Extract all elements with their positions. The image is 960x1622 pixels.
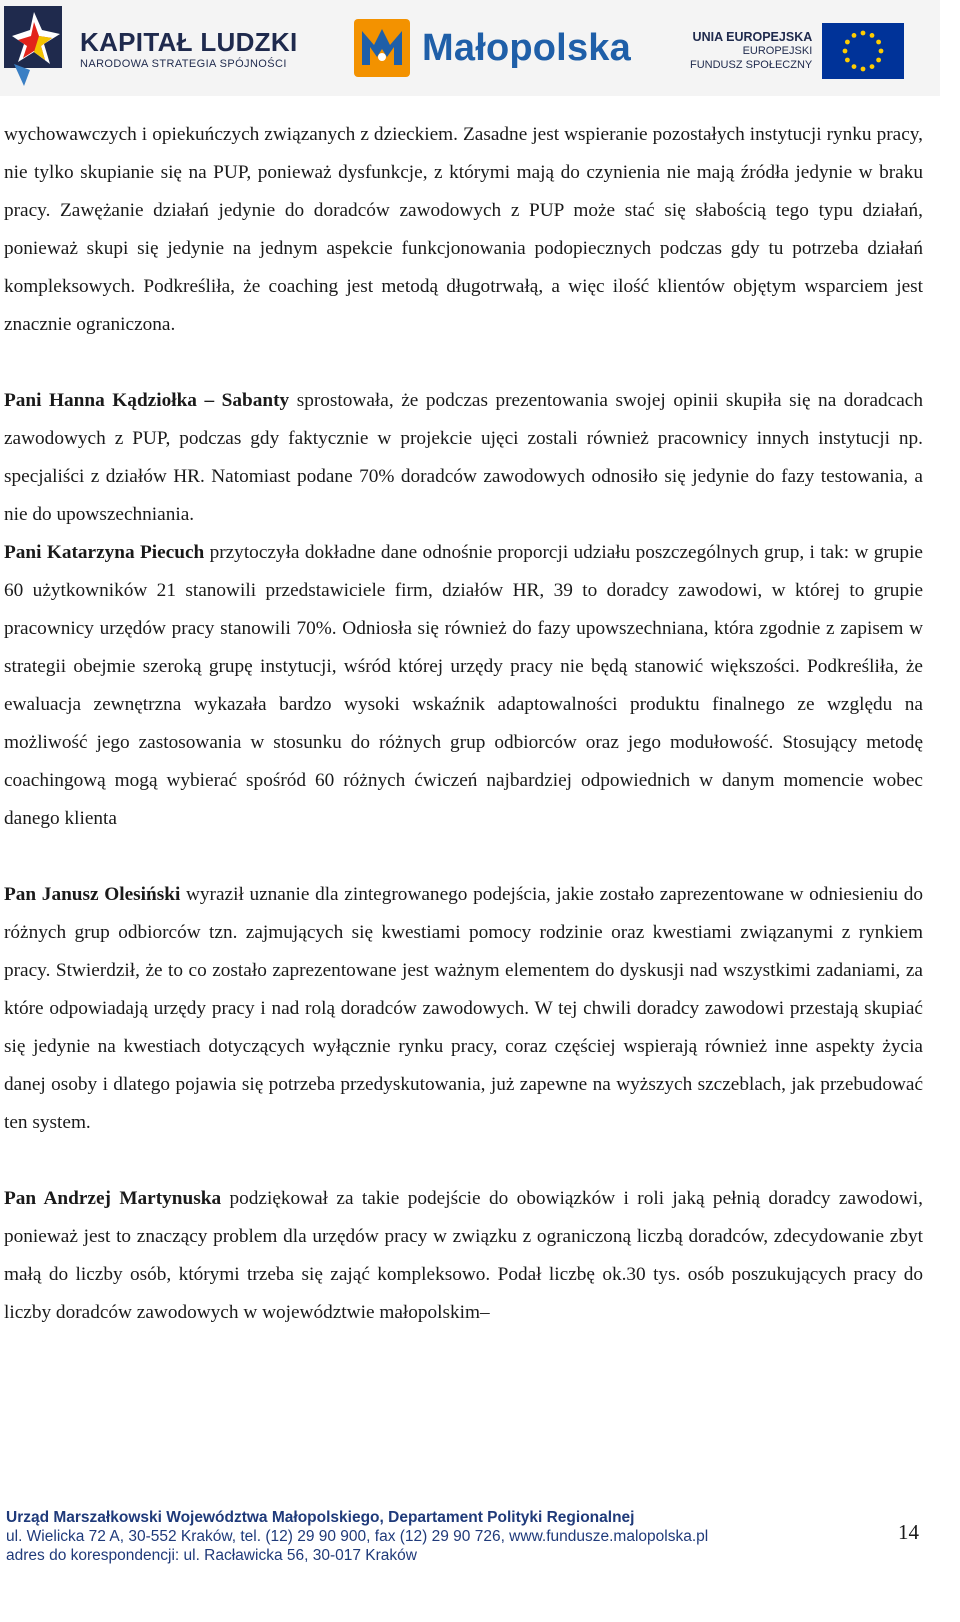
eu-line-1: UNIA EUROPEJSKA bbox=[692, 30, 813, 44]
speaker-name: Pan Janusz Olesiński bbox=[4, 884, 181, 905]
kapital-ludzki-title: KAPITAŁ LUDZKI bbox=[80, 27, 298, 57]
paragraph-text: wyraził uznanie dla zintegrowanego podejścia, jakie zostało zaprezentowane w odniesieniu do różnych grup odbiorców tzn. zajmujących się kwestiami pomocy rodzinie oraz kwestiami związanymi z rynkiem pracy. Stwierdził, że to co zostało zaprezentowane jest ważnym elementem do dyskusji nad wszystkimi zadaniami, za które odpowiadają urzędy pracy i nad rolą doradców zawodowych. W tej chwili doradcy zawodowi przestają skupiać się jedynie na kwestiach dotyczących wyłącznie rynku pracy, coraz częściej wspierają również inne aspekty życia danej osoby i dlatego pojawia się potrzeba przedyskutowania, już zapewne na wyższych szczeblach, jak przebudować ten system. bbox=[4, 884, 923, 1133]
footer-correspondence: adres do korespondencji: ul. Racławicka 56, 30-017 Kraków bbox=[6, 1547, 417, 1564]
paragraph-spacer bbox=[4, 838, 923, 876]
malopolska-title: Małopolska bbox=[422, 26, 631, 69]
footer-institution: Urząd Marszałkowski Województwa Małopolskiego, Departament Polityki Regionalnej bbox=[6, 1509, 635, 1526]
malopolska-emblem-icon bbox=[354, 19, 410, 77]
paragraph-3 bbox=[4, 534, 923, 838]
page-number: 14 bbox=[898, 1520, 919, 1544]
kapital-ludzki-logo bbox=[4, 6, 314, 92]
paragraph-text: przytoczyła dokładne dane odnośnie proporcji udziału poszczególnych grup, i tak: w grupie 60 użytkowników 21 stanowili przedstawiciele firm, działów HR, 39 to doradcy zawodowi, w której to grupie pracownicy urzędów pracy stanowili 70%. Odniosła się również do fazy upowszechniana, która zgodnie z zapisem w strategii obejmie szeroką grupę instytucji, wśród której urzędy pracy nie będą stanowić większości. Podkreśliła, że ewaluacja zewnętrzna wykazała bardzo wysoki wskaźnik adaptowalności produktu finalnego ze względu na możliwość jego zastosowania w stosunku do różnych grup odbiorców oraz jego modułowość. Stosujący metodę coachingową mogą wybierać spośród 60 różnych ćwiczeń najbardziej odpowiednich w danym momencie wobec danego klienta bbox=[4, 542, 923, 829]
paragraph-text: sprostowała, że podczas prezentowania swojej opinii skupiła się na doradcach zawodowych z PUP, podczas gdy faktycznie w projekcie ujęci zostali również pracownicy innych instytucji np. specjaliści z działów HR. Natomiast podane 70% doradców zawodowych odnosiło się jedynie do fazy testowania, a nie do upowszechniania. bbox=[4, 390, 924, 525]
footer-address: ul. Wielicka 72 A, 30-552 Kraków, tel. (12) 29 90 900, fax (12) 29 90 726, www.fundusze.malopolska.pl bbox=[6, 1528, 709, 1545]
page-footer bbox=[6, 1508, 836, 1565]
paragraph-2 bbox=[4, 382, 923, 534]
malopolska-logo bbox=[354, 16, 631, 80]
speaker-name: Pan Andrzej Martynuska bbox=[4, 1188, 222, 1209]
eu-line-3: FUNDUSZ SPOŁECZNY bbox=[690, 59, 813, 71]
paragraph-spacer bbox=[4, 344, 923, 382]
paragraph-5 bbox=[4, 1180, 923, 1332]
speaker-name: Pani Katarzyna Piecuch bbox=[4, 542, 205, 563]
eu-flag-icon bbox=[822, 23, 904, 79]
header-logo-strip bbox=[0, 0, 940, 96]
eu-logo bbox=[690, 22, 904, 80]
eu-line-2: EUROPEJSKI bbox=[742, 45, 813, 57]
paragraph-1: wychowawczych i opiekuńczych związanych z dzieckiem. Zasadne jest wspieranie pozostałych instytucji rynku pracy, nie tylko skupianie się na PUP, ponieważ dysfunkcje, z którymi mają do czynienia nie mają źródła jedynie w braku pracy. Zawężanie działań jedynie do doradców zawodowych z PUP może stać się słabością tego typu działań, ponieważ skupi się jedynie na jednym aspekcie funkcjonowania podopiecznych podczas gdy tu potrzeba działań kompleksowych. Podkreśliła, że coaching jest metodą długotrwałą, a więc ilość klientów objętym wsparciem jest znacznie ograniczona. bbox=[4, 124, 923, 335]
document-body bbox=[4, 116, 923, 1332]
paragraph-text: podziękował za takie podejście do obowiązków i roli jaką pełnią doradcy zawodowi, ponieważ jest to znaczący problem dla urzędów pracy w związku z ograniczoną liczbą doradców, zdecydowanie zbyt małą do liczby osób, którymi trzeba się zająć kompleksowo. Podał liczbę ok.30 tys. osób poszukujących pracy do liczby doradców zawodowych w województwie małopolskim– bbox=[4, 1188, 923, 1323]
kapital-ludzki-star-icon bbox=[4, 6, 62, 92]
speaker-name: Pani Hanna Kądziołka – Sabanty bbox=[4, 390, 290, 411]
paragraph-spacer bbox=[4, 1142, 923, 1180]
paragraph-4 bbox=[4, 876, 923, 1142]
kapital-ludzki-subtitle: NARODOWA STRATEGIA SPÓJNOŚCI bbox=[80, 58, 287, 70]
